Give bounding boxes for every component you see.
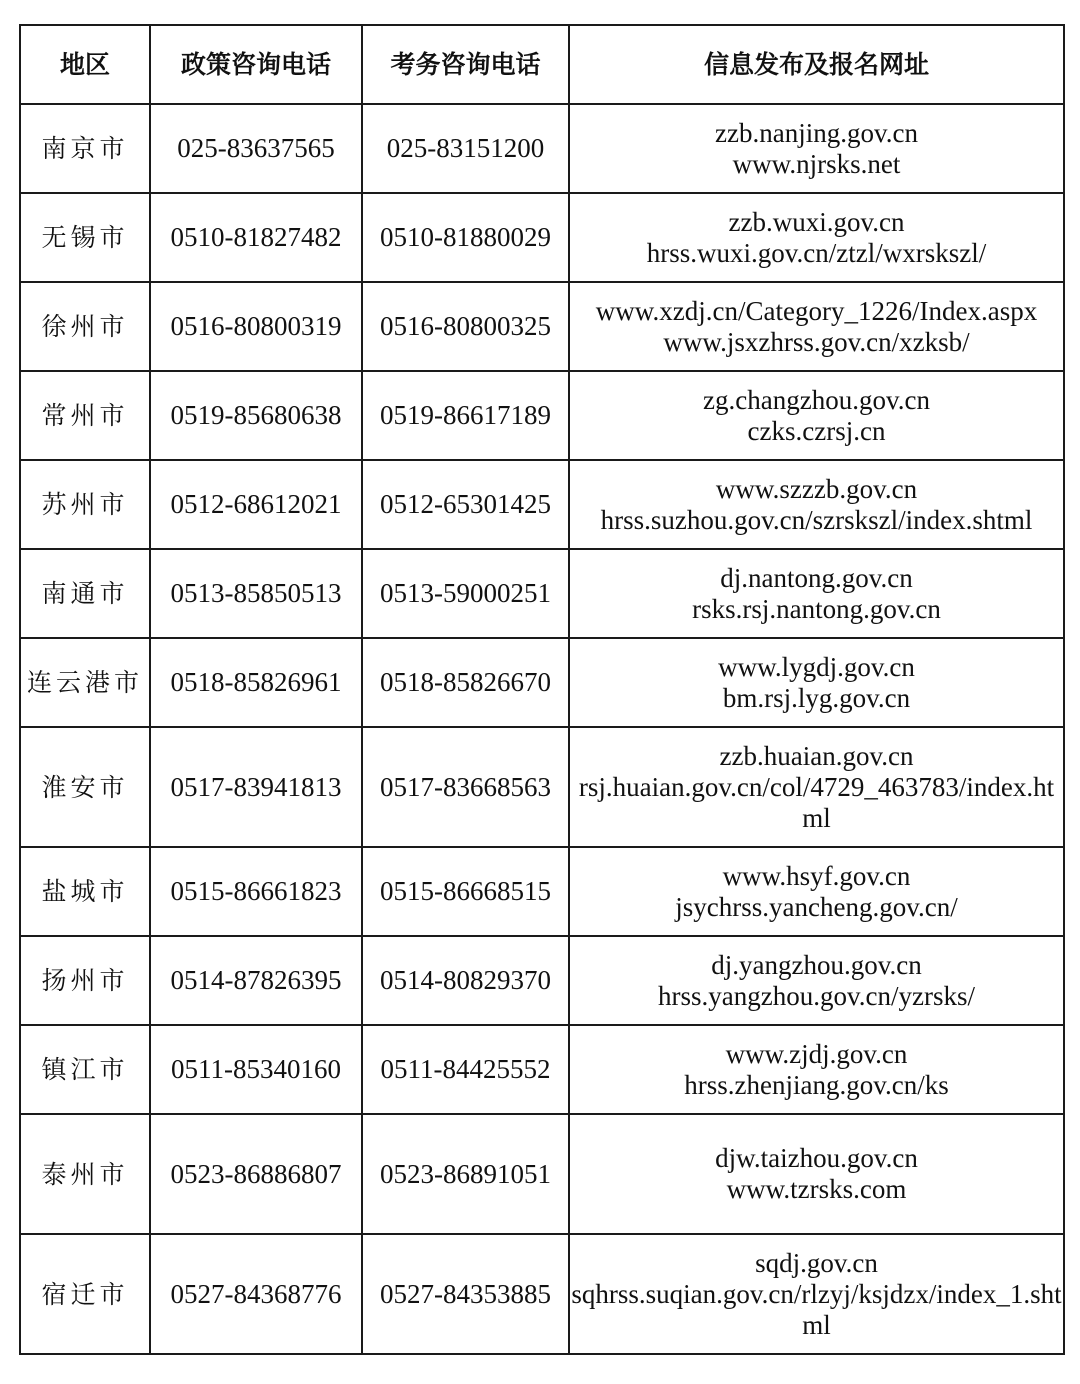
region-cell: 南通市 [20, 549, 150, 638]
url-link[interactable]: www.szzzb.gov.cn [715, 473, 918, 504]
table-row [20, 847, 1064, 936]
table-row [20, 549, 1064, 638]
region-cell: 常州市 [20, 371, 150, 460]
region-cell: 盐城市 [20, 847, 150, 936]
exam-phone-cell: 0516-80800325 [362, 282, 569, 371]
exam-phone-cell: 0510-81880029 [362, 193, 569, 282]
table-row [20, 727, 1064, 847]
policy-phone-cell: 025-83637565 [150, 104, 362, 193]
url-cell [569, 549, 1064, 638]
url-link[interactable]: bm.rsj.lyg.gov.cn [722, 682, 911, 713]
header-exam-phone: 考务咨询电话 [362, 25, 569, 104]
url-link[interactable]: hrss.yangzhou.gov.cn/yzrsks/ [658, 980, 975, 1011]
region-cell: 扬州市 [20, 936, 150, 1025]
exam-phone-cell: 025-83151200 [362, 104, 569, 193]
policy-phone-cell: 0511-85340160 [150, 1025, 362, 1114]
policy-phone-cell: 0512-68612021 [150, 460, 362, 549]
header-row [20, 25, 1064, 104]
url-cell [569, 460, 1064, 549]
region-cell: 南京市 [20, 104, 150, 193]
url-link[interactable]: hrss.wuxi.gov.cn/ztzl/wxrskszl/ [646, 237, 987, 268]
url-link[interactable]: jsychrss.yancheng.gov.cn/ [675, 891, 958, 922]
url-cell [569, 371, 1064, 460]
url-link[interactable]: zzb.nanjing.gov.cn [715, 117, 918, 148]
url-link[interactable]: czks.czrsj.cn [747, 415, 886, 446]
region-cell: 徐州市 [20, 282, 150, 371]
region-cell: 镇江市 [20, 1025, 150, 1114]
url-link[interactable]: sqdj.gov.cn [755, 1247, 878, 1278]
header-region: 地区 [20, 25, 150, 104]
url-link[interactable]: dj.yangzhou.gov.cn [711, 949, 922, 980]
url-link[interactable]: dj.nantong.gov.cn [720, 562, 913, 593]
url-link[interactable]: zzb.huaian.gov.cn [719, 740, 914, 771]
url-link[interactable]: rsks.rsj.nantong.gov.cn [692, 593, 941, 624]
table-row [20, 104, 1064, 193]
exam-phone-cell: 0512-65301425 [362, 460, 569, 549]
region-cell: 淮安市 [20, 727, 150, 847]
exam-phone-cell: 0527-84353885 [362, 1234, 569, 1354]
url-cell [569, 1114, 1064, 1234]
header-policy-phone: 政策咨询电话 [150, 25, 362, 104]
table-row [20, 460, 1064, 549]
region-cell: 无锡市 [20, 193, 150, 282]
url-cell [569, 1025, 1064, 1114]
table-row [20, 193, 1064, 282]
table-row [20, 638, 1064, 727]
table-row [20, 1114, 1064, 1234]
url-link[interactable]: www.xzdj.cn/Category_1226/Index.aspx [595, 295, 1038, 326]
url-cell [569, 104, 1064, 193]
policy-phone-cell: 0514-87826395 [150, 936, 362, 1025]
policy-phone-cell: 0513-85850513 [150, 549, 362, 638]
url-link[interactable]: hrss.suzhou.gov.cn/szrskszl/index.shtml [600, 504, 1033, 535]
policy-phone-cell: 0515-86661823 [150, 847, 362, 936]
table-row [20, 371, 1064, 460]
url-cell [569, 936, 1064, 1025]
header-urls: 信息发布及报名网址 [569, 25, 1064, 104]
contact-table [19, 24, 1065, 1355]
url-link[interactable]: www.hsyf.gov.cn [722, 860, 911, 891]
exam-phone-cell: 0514-80829370 [362, 936, 569, 1025]
table-row [20, 1234, 1064, 1354]
url-link[interactable]: www.zjdj.gov.cn [725, 1038, 908, 1069]
policy-phone-cell: 0518-85826961 [150, 638, 362, 727]
table-row [20, 1025, 1064, 1114]
exam-phone-cell: 0519-86617189 [362, 371, 569, 460]
url-cell [569, 1234, 1064, 1354]
url-link[interactable]: www.lygdj.gov.cn [718, 651, 915, 682]
exam-phone-cell: 0513-59000251 [362, 549, 569, 638]
policy-phone-cell: 0519-85680638 [150, 371, 362, 460]
table-row [20, 936, 1064, 1025]
exam-phone-cell: 0511-84425552 [362, 1025, 569, 1114]
exam-phone-cell: 0517-83668563 [362, 727, 569, 847]
policy-phone-cell: 0523-86886807 [150, 1114, 362, 1234]
policy-phone-cell: 0517-83941813 [150, 727, 362, 847]
region-cell: 连云港市 [20, 638, 150, 727]
url-cell [569, 638, 1064, 727]
url-cell [569, 282, 1064, 371]
policy-phone-cell: 0510-81827482 [150, 193, 362, 282]
region-cell: 宿迁市 [20, 1234, 150, 1354]
region-cell: 苏州市 [20, 460, 150, 549]
url-link[interactable]: www.tzrsks.com [726, 1174, 907, 1204]
policy-phone-cell: 0527-84368776 [150, 1234, 362, 1354]
url-link[interactable]: hrss.zhenjiang.gov.cn/ks [684, 1069, 949, 1100]
policy-phone-cell: 0516-80800319 [150, 282, 362, 371]
url-cell [569, 193, 1064, 282]
url-link[interactable]: www.jsxzhrss.gov.cn/xzksb/ [663, 326, 970, 357]
url-link[interactable]: djw.taizhou.gov.cn [715, 1143, 918, 1173]
exam-phone-cell: 0515-86668515 [362, 847, 569, 936]
url-link[interactable]: zg.changzhou.gov.cn [703, 384, 930, 415]
exam-phone-cell: 0518-85826670 [362, 638, 569, 727]
url-link[interactable]: www.njrsks.net [732, 148, 901, 179]
region-cell: 泰州市 [20, 1114, 150, 1234]
url-link[interactable]: sqhrss.suqian.gov.cn/rlzyj/ksjdzx/index_1.shtml [571, 1278, 1062, 1340]
table-row [20, 282, 1064, 371]
url-link[interactable]: zzb.wuxi.gov.cn [728, 206, 905, 237]
url-link[interactable]: rsj.huaian.gov.cn/col/4729_463783/index.html [578, 771, 1055, 833]
url-cell [569, 847, 1064, 936]
url-cell [569, 727, 1064, 847]
exam-phone-cell: 0523-86891051 [362, 1114, 569, 1234]
